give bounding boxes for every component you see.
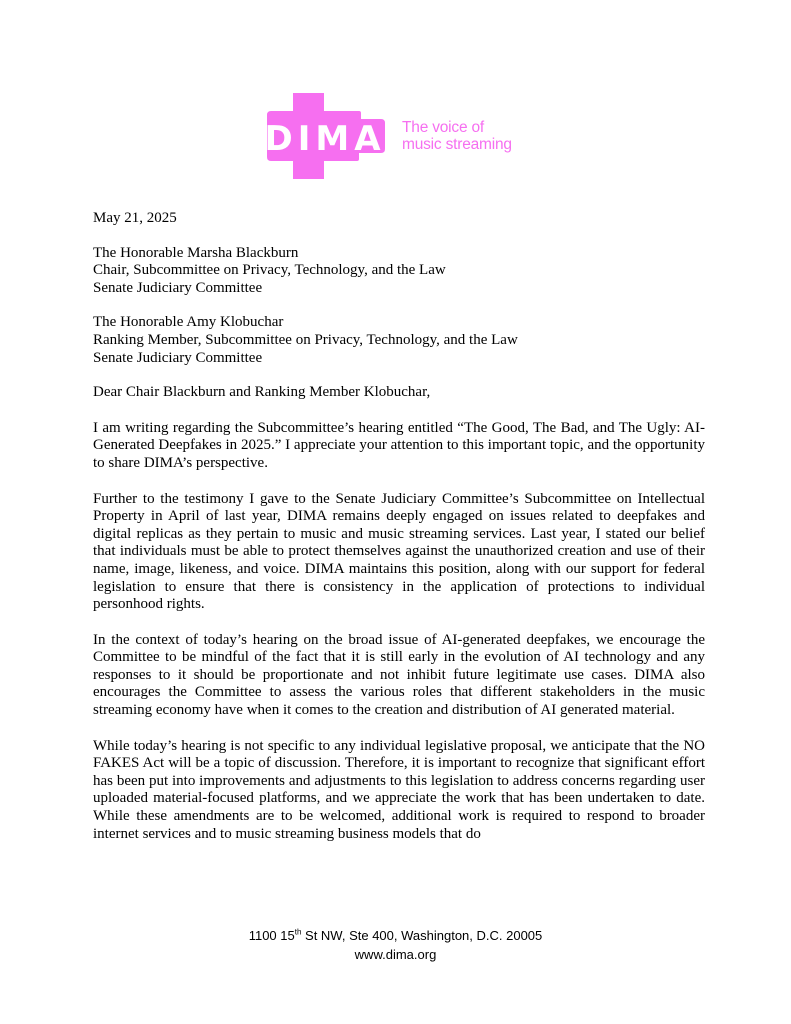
logo-wordmark: DIMA [264,119,386,159]
tagline-line-1: The voice of [402,119,485,136]
recipient-block-1 [93,245,705,298]
paragraph-4: While today’s hearing is not specific to any individual legislative proposal, we anticipate that the NO FAKES Act will be a topic of discussion. Therefore, it is important to recognize that significant effort has been put into improvements and adjustments to this legislation to address concerns regarding user uploaded material-focused platforms, and we appreciate the work that has been undertaken to date. While these amendments are to be welcomed, additional work is required to respond to broader internet services and to music streaming business models that do [93,737,705,842]
recipient-committee: Senate Judiciary Committee [93,279,263,296]
address-rest: St NW, Ste 400, Washington, D.C. 20005 [301,928,543,943]
dima-logo [262,91,390,181]
letterhead [262,91,562,181]
letter-body [93,210,705,843]
recipient-committee: Senate Judiciary Committee [93,349,263,366]
recipient-name: The Honorable Marsha Blackburn [93,244,299,261]
tagline-line-2: music streaming [402,136,512,153]
paragraph-3: In the context of today’s hearing on the broad issue of AI-generated deepfakes, we encourage the Committee to be mindful of the fact that it is still early in the evolution of AI technology and any responses to it should be proportionate and not inhibit future legitimate use cases. DIMA also encourages the Committee to assess the various roles that different stakeholders in the music streaming economy have when it comes to the creation and distribution of AI generated material. [93,631,705,719]
paragraph-2: Further to the testimony I gave to the Senate Judiciary Committee’s Subcommittee on Intellectual Property in April of last year, DIMA remains deeply engaged on issues related to deepfakes and digital replicas as they pertain to music and music streaming services. Last year, I stated our belief that individuals must be able to protect themselves against the unauthorized creation and use of their name, image, likeness, and voice. DIMA maintains this position, along with our support for federal legislation to ensure that there is consistency in the application of protections to individual personhood rights. [93,490,705,613]
footer [0,926,791,964]
salutation: Dear Chair Blackburn and Ranking Member Klobuchar, [93,384,431,401]
address-ordinal: th [294,927,302,937]
footer-address [0,926,791,945]
recipient-block-2 [93,314,705,367]
letter-date: May 21, 2025 [93,210,177,226]
address-street-number: 1100 15 [248,928,295,943]
recipient-name: The Honorable Amy Klobuchar [93,314,284,331]
tagline [402,119,512,153]
footer-website[interactable]: www.dima.org [354,947,437,962]
paragraph-1: I am writing regarding the Subcommittee’s hearing entitled “The Good, The Bad, and The Ugly: AI-Generated Deepfakes in 2025.” I appreciate your attention to this important topic, and the opportunity to share DIMA’s perspective. [93,419,705,471]
recipient-title: Chair, Subcommittee on Privacy, Technology, and the Law [93,262,446,279]
recipient-title: Ranking Member, Subcommittee on Privacy, Technology, and the Law [93,331,518,348]
